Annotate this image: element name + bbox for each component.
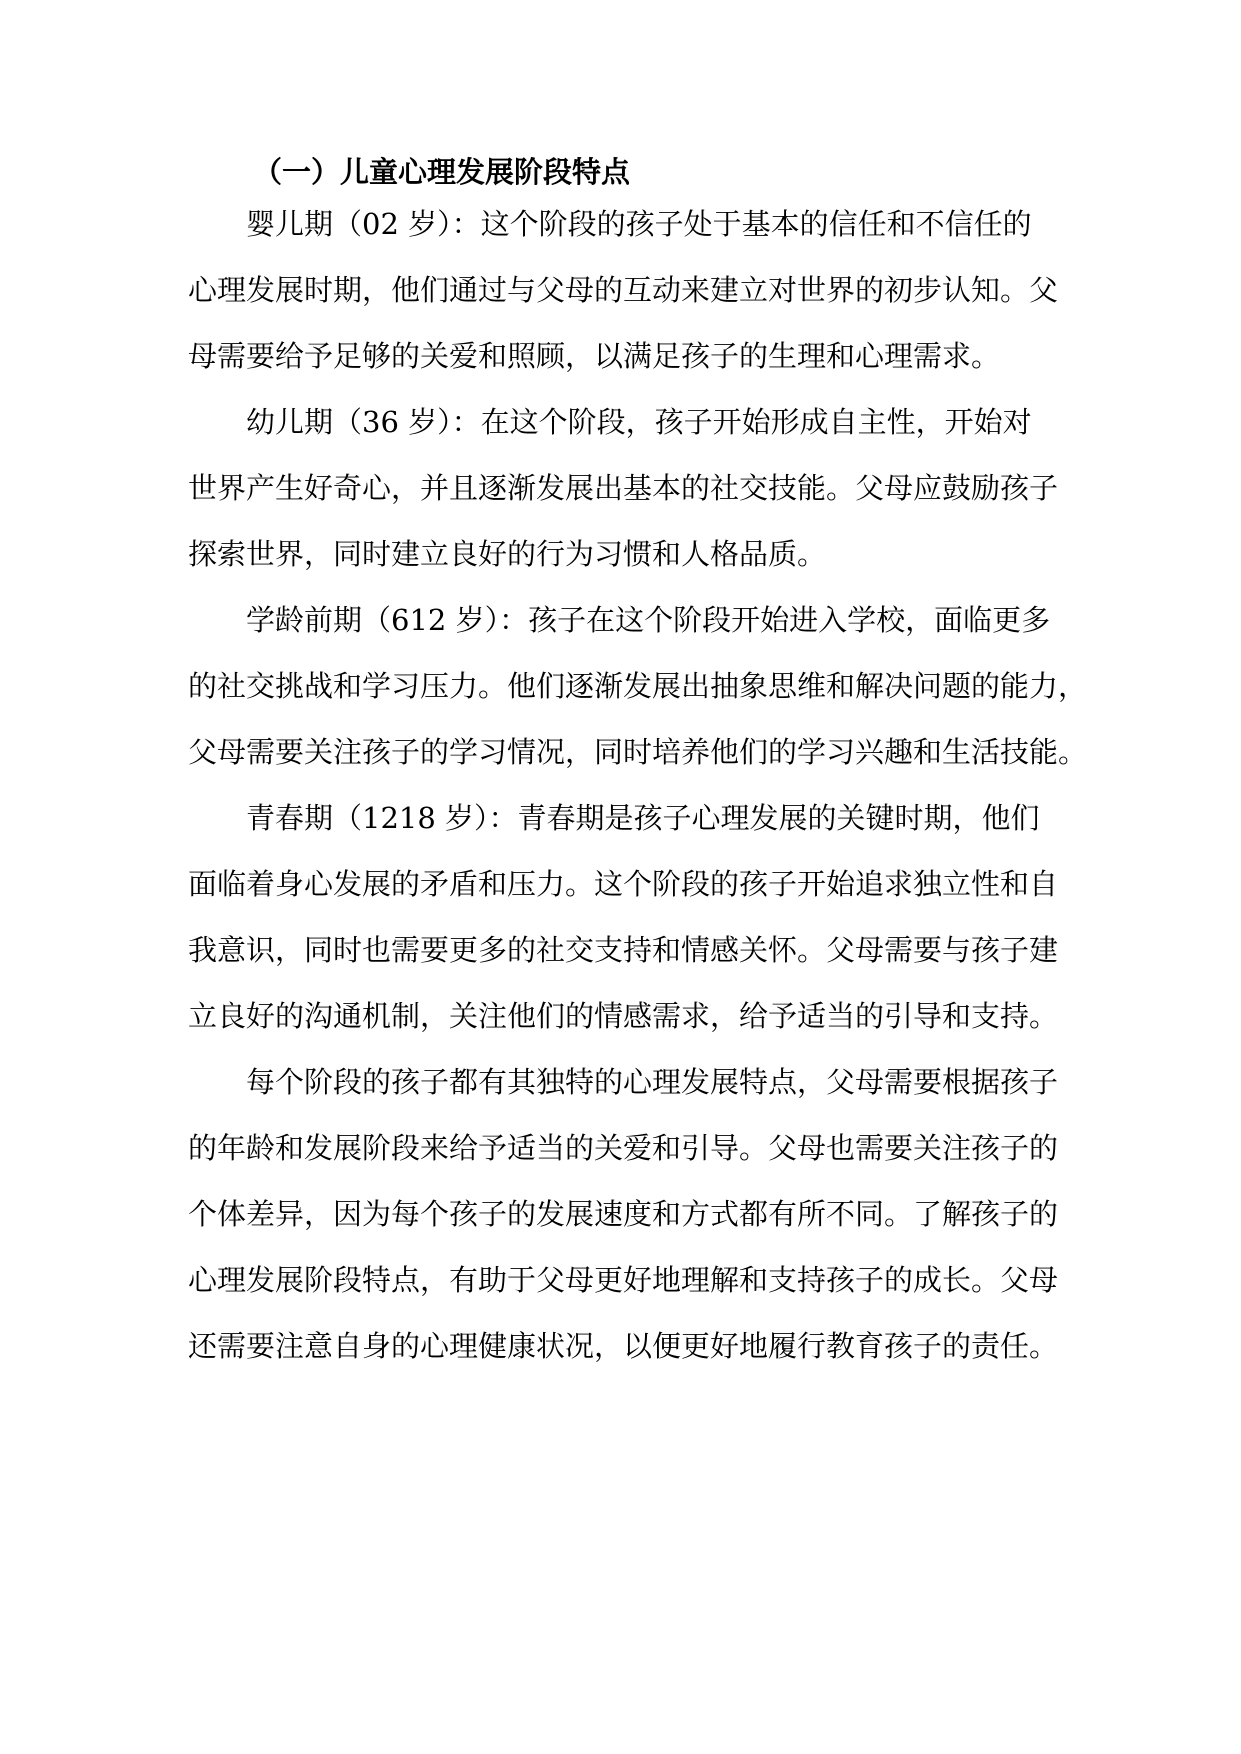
paragraph-line: 世界产生好奇心，并且逐渐发展出基本的社交技能。父母应鼓励孩子 [188, 471, 1059, 505]
paragraph-line: 每个阶段的孩子都有其独特的心理发展特点，父母需要根据孩子 [246, 1065, 1059, 1099]
paragraph-line: 还需要注意自身的心理健康状况，以便更好地履行教育孩子的责任。 [188, 1329, 1059, 1363]
paragraph-line: 幼儿期（36 岁）：在这个阶段，孩子开始形成自主性，开始对 [246, 405, 1032, 439]
paragraph-line: 青春期（1218 岁）：青春期是孩子心理发展的关键时期，他们 [246, 801, 1040, 835]
paragraph-line: 个体差异，因为每个孩子的发展速度和方式都有所不同。了解孩子的 [188, 1197, 1059, 1231]
paragraph-line: 的年龄和发展阶段来给予适当的关爱和引导。父母也需要关注孩子的 [188, 1131, 1059, 1165]
paragraph-line: 探索世界，同时建立良好的行为习惯和人格品质。 [188, 537, 827, 571]
paragraph-line: 母需要给予足够的关爱和照顾，以满足孩子的生理和心理需求。 [188, 339, 1001, 373]
paragraph-line: 学龄前期（612 岁）：孩子在这个阶段开始进入学校，面临更多 [246, 603, 1051, 637]
paragraph-line: 婴儿期（02 岁）：这个阶段的孩子处于基本的信任和不信任的 [246, 207, 1032, 241]
paragraph-line: 心理发展阶段特点，有助于父母更好地理解和支持孩子的成长。父母 [188, 1263, 1059, 1297]
paragraph-line: 的社交挑战和学习压力。他们逐渐发展出抽象思维和解决问题的能力， [188, 669, 1088, 703]
paragraph-line: 立良好的沟通机制，关注他们的情感需求，给予适当的引导和支持。 [188, 999, 1059, 1033]
paragraph-line: 父母需要关注孩子的学习情况，同时培养他们的学习兴趣和生活技能。 [188, 735, 1088, 769]
paragraph-line: 心理发展时期，他们通过与父母的互动来建立对世界的初步认知。父 [188, 273, 1059, 307]
paragraph-line: 面临着身心发展的矛盾和压力。这个阶段的孩子开始追求独立性和自 [188, 867, 1059, 901]
section-heading: （一）儿童心理发展阶段特点 [253, 155, 631, 189]
paragraph-line: 我意识，同时也需要更多的社交支持和情感关怀。父母需要与孩子建 [188, 933, 1059, 967]
